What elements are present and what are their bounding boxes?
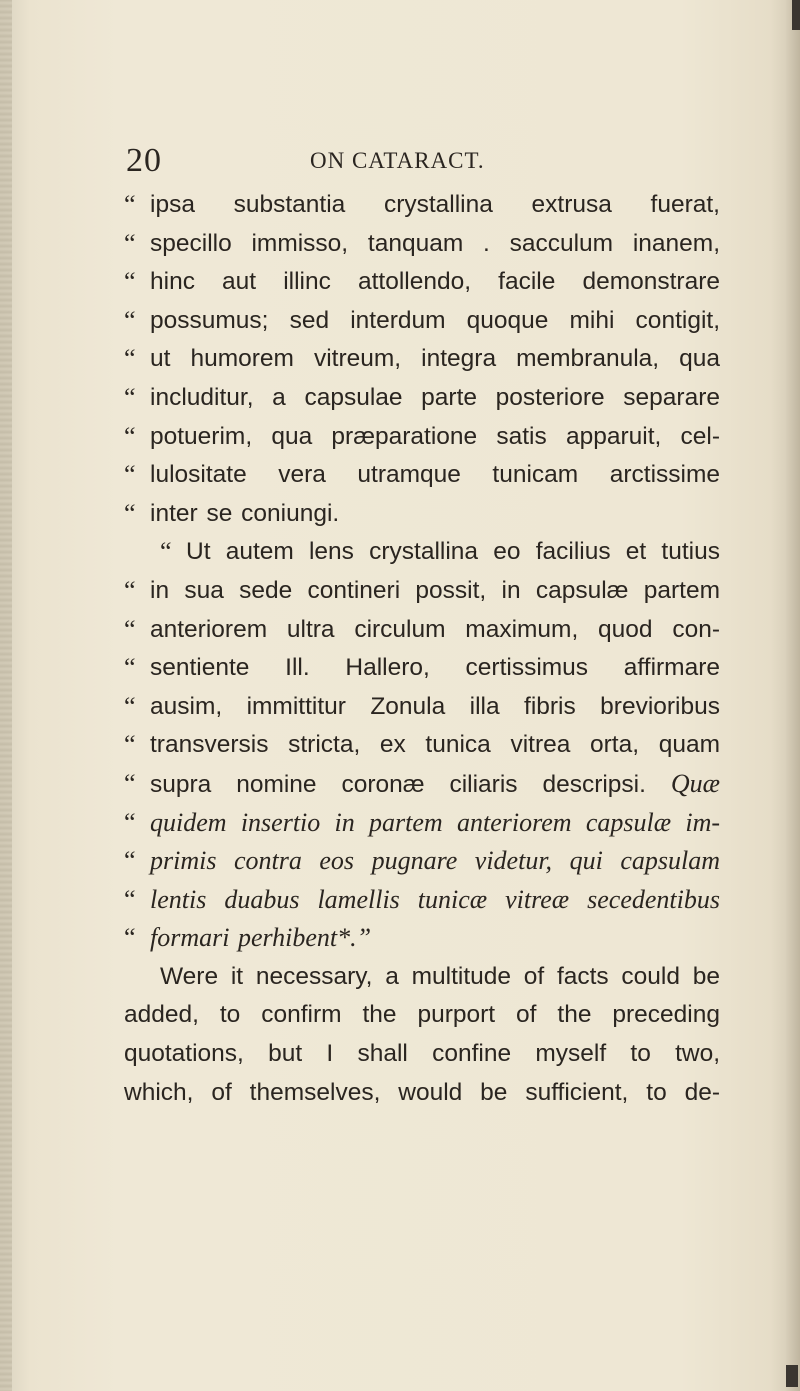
text-line: “ lentis duabus lamellis tunicæ vitreæ secedentibus [124, 884, 720, 914]
text-line: “ ipsa substantia crystallina extrusa fuerat, [124, 190, 720, 219]
text-line: “ in sua sede contineri possit, in capsulæ partem [124, 575, 720, 605]
body-text [124, 186, 720, 1112]
text-line: “ ausim, immittitur Zonula illa fibris brevioribus [124, 691, 720, 721]
text-line: “ quidem insertio in partem anteriorem capsulæ im- [124, 807, 720, 837]
text-line: “ Ut autem lens crystallina eo facilius et tutius [160, 537, 720, 567]
text-line: “ ut humorem vitreum, integra membranula, qua [124, 344, 720, 374]
running-head: ON CATARACT. [310, 148, 485, 173]
text-line: “ inter se coniungi. [124, 498, 340, 528]
text-line: “ lulositate vera utramque tunicam arctissime [124, 460, 720, 490]
text-line: added, to confirm the purport of the preceding [124, 1001, 720, 1029]
corner-mark-bottom [786, 1365, 798, 1387]
text-line: “ transversis stricta, ex tunica vitrea orta, quam [124, 730, 720, 760]
text-line: “ primis contra eos pugnare videtur, qui capsulam [124, 846, 720, 876]
text-line: which, of themselves, would be sufficient, to de- [124, 1078, 720, 1106]
text-line: “ potuerim, qua præparatione satis apparuit, cel- [124, 421, 720, 451]
text-line: “ possumus; sed interdum quoque mihi contigit, [124, 305, 720, 335]
text-line: “ supra nomine coronæ ciliaris descripsi. Quæ [124, 768, 720, 798]
binding-edge [0, 0, 12, 1391]
text-line: “ specillo immisso, tanquam . sacculum inanem, [124, 228, 720, 258]
text-line: “ hinc aut illinc attollendo, facile demonstrare [124, 267, 720, 297]
text-line: “ anteriorem ultra circulum maximum, quod con- [124, 614, 720, 644]
page-header [0, 140, 800, 179]
text-line: “ sentiente Ill. Hallero, certissimus affirmare [124, 653, 720, 683]
page-edge [786, 0, 800, 1391]
text-line: “ formari perhibent*.” [124, 923, 372, 953]
page-number: 20 [126, 142, 162, 179]
text-line: “ includitur, a capsulae parte posteriore separare [124, 382, 720, 412]
text-line: quotations, but I shall confine myself to two, [124, 1040, 720, 1068]
corner-mark-top [792, 0, 800, 30]
text-line: Were it necessary, a multitude of facts could be [160, 962, 720, 990]
